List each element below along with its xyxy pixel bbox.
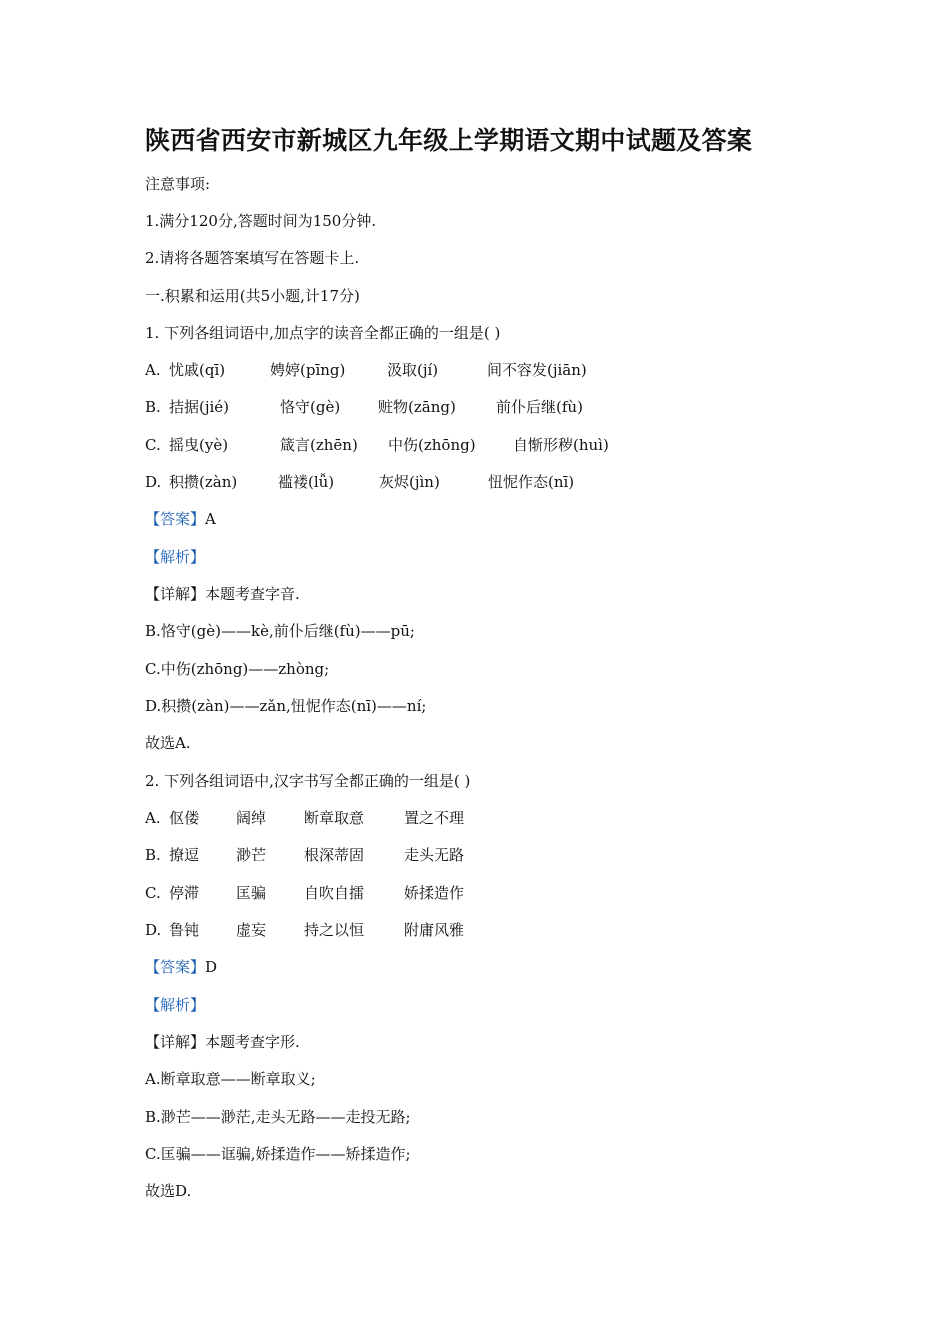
q1-answer: [145, 509, 216, 529]
option-word: 渺芒: [236, 846, 267, 864]
q2-analysis-tag: 【解析】: [145, 996, 206, 1014]
option-word: 前仆后继(fù): [496, 398, 583, 416]
option-letter: B.: [145, 398, 161, 416]
notice-item: 2.请将各题答案填写在答题卡上.: [145, 249, 360, 267]
option-word: 自惭形秽(huì): [513, 436, 609, 454]
option-word: 走头无路: [404, 846, 465, 864]
notice-item: 1.满分120分,答题时间为150分钟.: [145, 212, 377, 230]
option-word: 置之不理: [404, 809, 465, 827]
q2-option-a: [145, 808, 765, 828]
question-2-stem: 2. 下列各组词语中,汉字书写全都正确的一组是( ): [145, 772, 471, 790]
option-word: 褴褛(lǚ): [278, 473, 335, 491]
q1-option-c: [145, 435, 765, 455]
notice-heading: 注意事项:: [145, 175, 211, 193]
answer-value: A: [205, 510, 216, 528]
answer-value: D: [205, 958, 218, 976]
option-word: 持之以恒: [304, 921, 365, 939]
q2-detail: [145, 1032, 300, 1052]
detail-text: 本题考查字音.: [205, 585, 300, 603]
option-word: 拮据(jié): [169, 398, 230, 416]
option-word: 摇曳(yè): [169, 436, 229, 454]
q1-option-b: [145, 397, 765, 417]
q2-explanation: C.匡骗——诓骗,娇揉造作——矫揉造作;: [145, 1145, 411, 1163]
section-heading: 一.积累和运用(共5小题,计17分): [145, 287, 360, 305]
option-word: 断章取意: [304, 809, 365, 827]
option-word: 汲取(jí): [387, 361, 439, 379]
option-word: 娉婷(pīng): [270, 361, 346, 379]
option-letter: C.: [145, 884, 161, 902]
option-letter: D.: [145, 921, 162, 939]
q1-explanation: B.恪守(gè)——kè,前仆后继(fù)——pū;: [145, 622, 415, 640]
q2-conclusion: 故选D.: [145, 1182, 192, 1200]
option-letter: A.: [145, 361, 161, 379]
detail-tag: 【详解】: [145, 585, 206, 603]
q1-detail: [145, 584, 300, 604]
option-letter: D.: [145, 473, 162, 491]
option-word: 根深蒂固: [304, 846, 365, 864]
option-word: 阔绰: [236, 809, 267, 827]
question-1-stem: 1. 下列各组词语中,加点字的读音全都正确的一组是( ): [145, 324, 501, 342]
q1-explanation: D.积攒(zàn)——zǎn,忸怩作态(nī)——ní;: [145, 697, 427, 715]
option-word: 鲁钝: [169, 921, 200, 939]
detail-text: 本题考查字形.: [205, 1033, 300, 1051]
q2-explanation: A.断章取意——断章取义;: [145, 1070, 316, 1088]
q1-explanation: C.中伤(zhōng)——zhòng;: [145, 660, 330, 678]
option-word: 停滞: [169, 884, 200, 902]
option-word: 中伤(zhōng): [388, 436, 476, 454]
option-word: 撩逗: [169, 846, 200, 864]
q1-option-a: [145, 360, 765, 380]
option-word: 恪守(gè): [280, 398, 341, 416]
answer-tag: 【答案】: [145, 510, 206, 528]
document-title: 陕西省西安市新城区九年级上学期语文期中试题及答案: [145, 126, 753, 155]
detail-tag: 【详解】: [145, 1033, 206, 1051]
option-word: 赃物(zāng): [378, 398, 456, 416]
option-word: 忧戚(qī): [169, 361, 226, 379]
q1-option-d: [145, 472, 765, 492]
option-word: 娇揉造作: [404, 884, 465, 902]
option-word: 箴言(zhēn): [280, 436, 358, 454]
option-word: 虚妄: [236, 921, 267, 939]
option-word: 灰烬(jìn): [379, 473, 440, 491]
q2-option-c: [145, 883, 765, 903]
option-letter: B.: [145, 846, 161, 864]
option-letter: A.: [145, 809, 161, 827]
option-letter: C.: [145, 436, 161, 454]
option-word: 伛偻: [169, 809, 200, 827]
option-word: 自吹自擂: [304, 884, 365, 902]
option-word: 匡骗: [236, 884, 267, 902]
q2-option-d: [145, 920, 765, 940]
q2-explanation: B.渺芒——渺茫,走头无路——走投无路;: [145, 1108, 411, 1126]
option-word: 附庸风雅: [404, 921, 465, 939]
q2-option-b: [145, 845, 765, 865]
answer-tag: 【答案】: [145, 958, 206, 976]
option-word: 忸怩作态(nī): [488, 473, 575, 491]
q1-conclusion: 故选A.: [145, 734, 191, 752]
option-word: 积攒(zàn): [169, 473, 238, 491]
q2-answer: [145, 957, 217, 977]
q1-analysis-tag: 【解析】: [145, 548, 206, 566]
option-word: 间不容发(jiān): [487, 361, 587, 379]
